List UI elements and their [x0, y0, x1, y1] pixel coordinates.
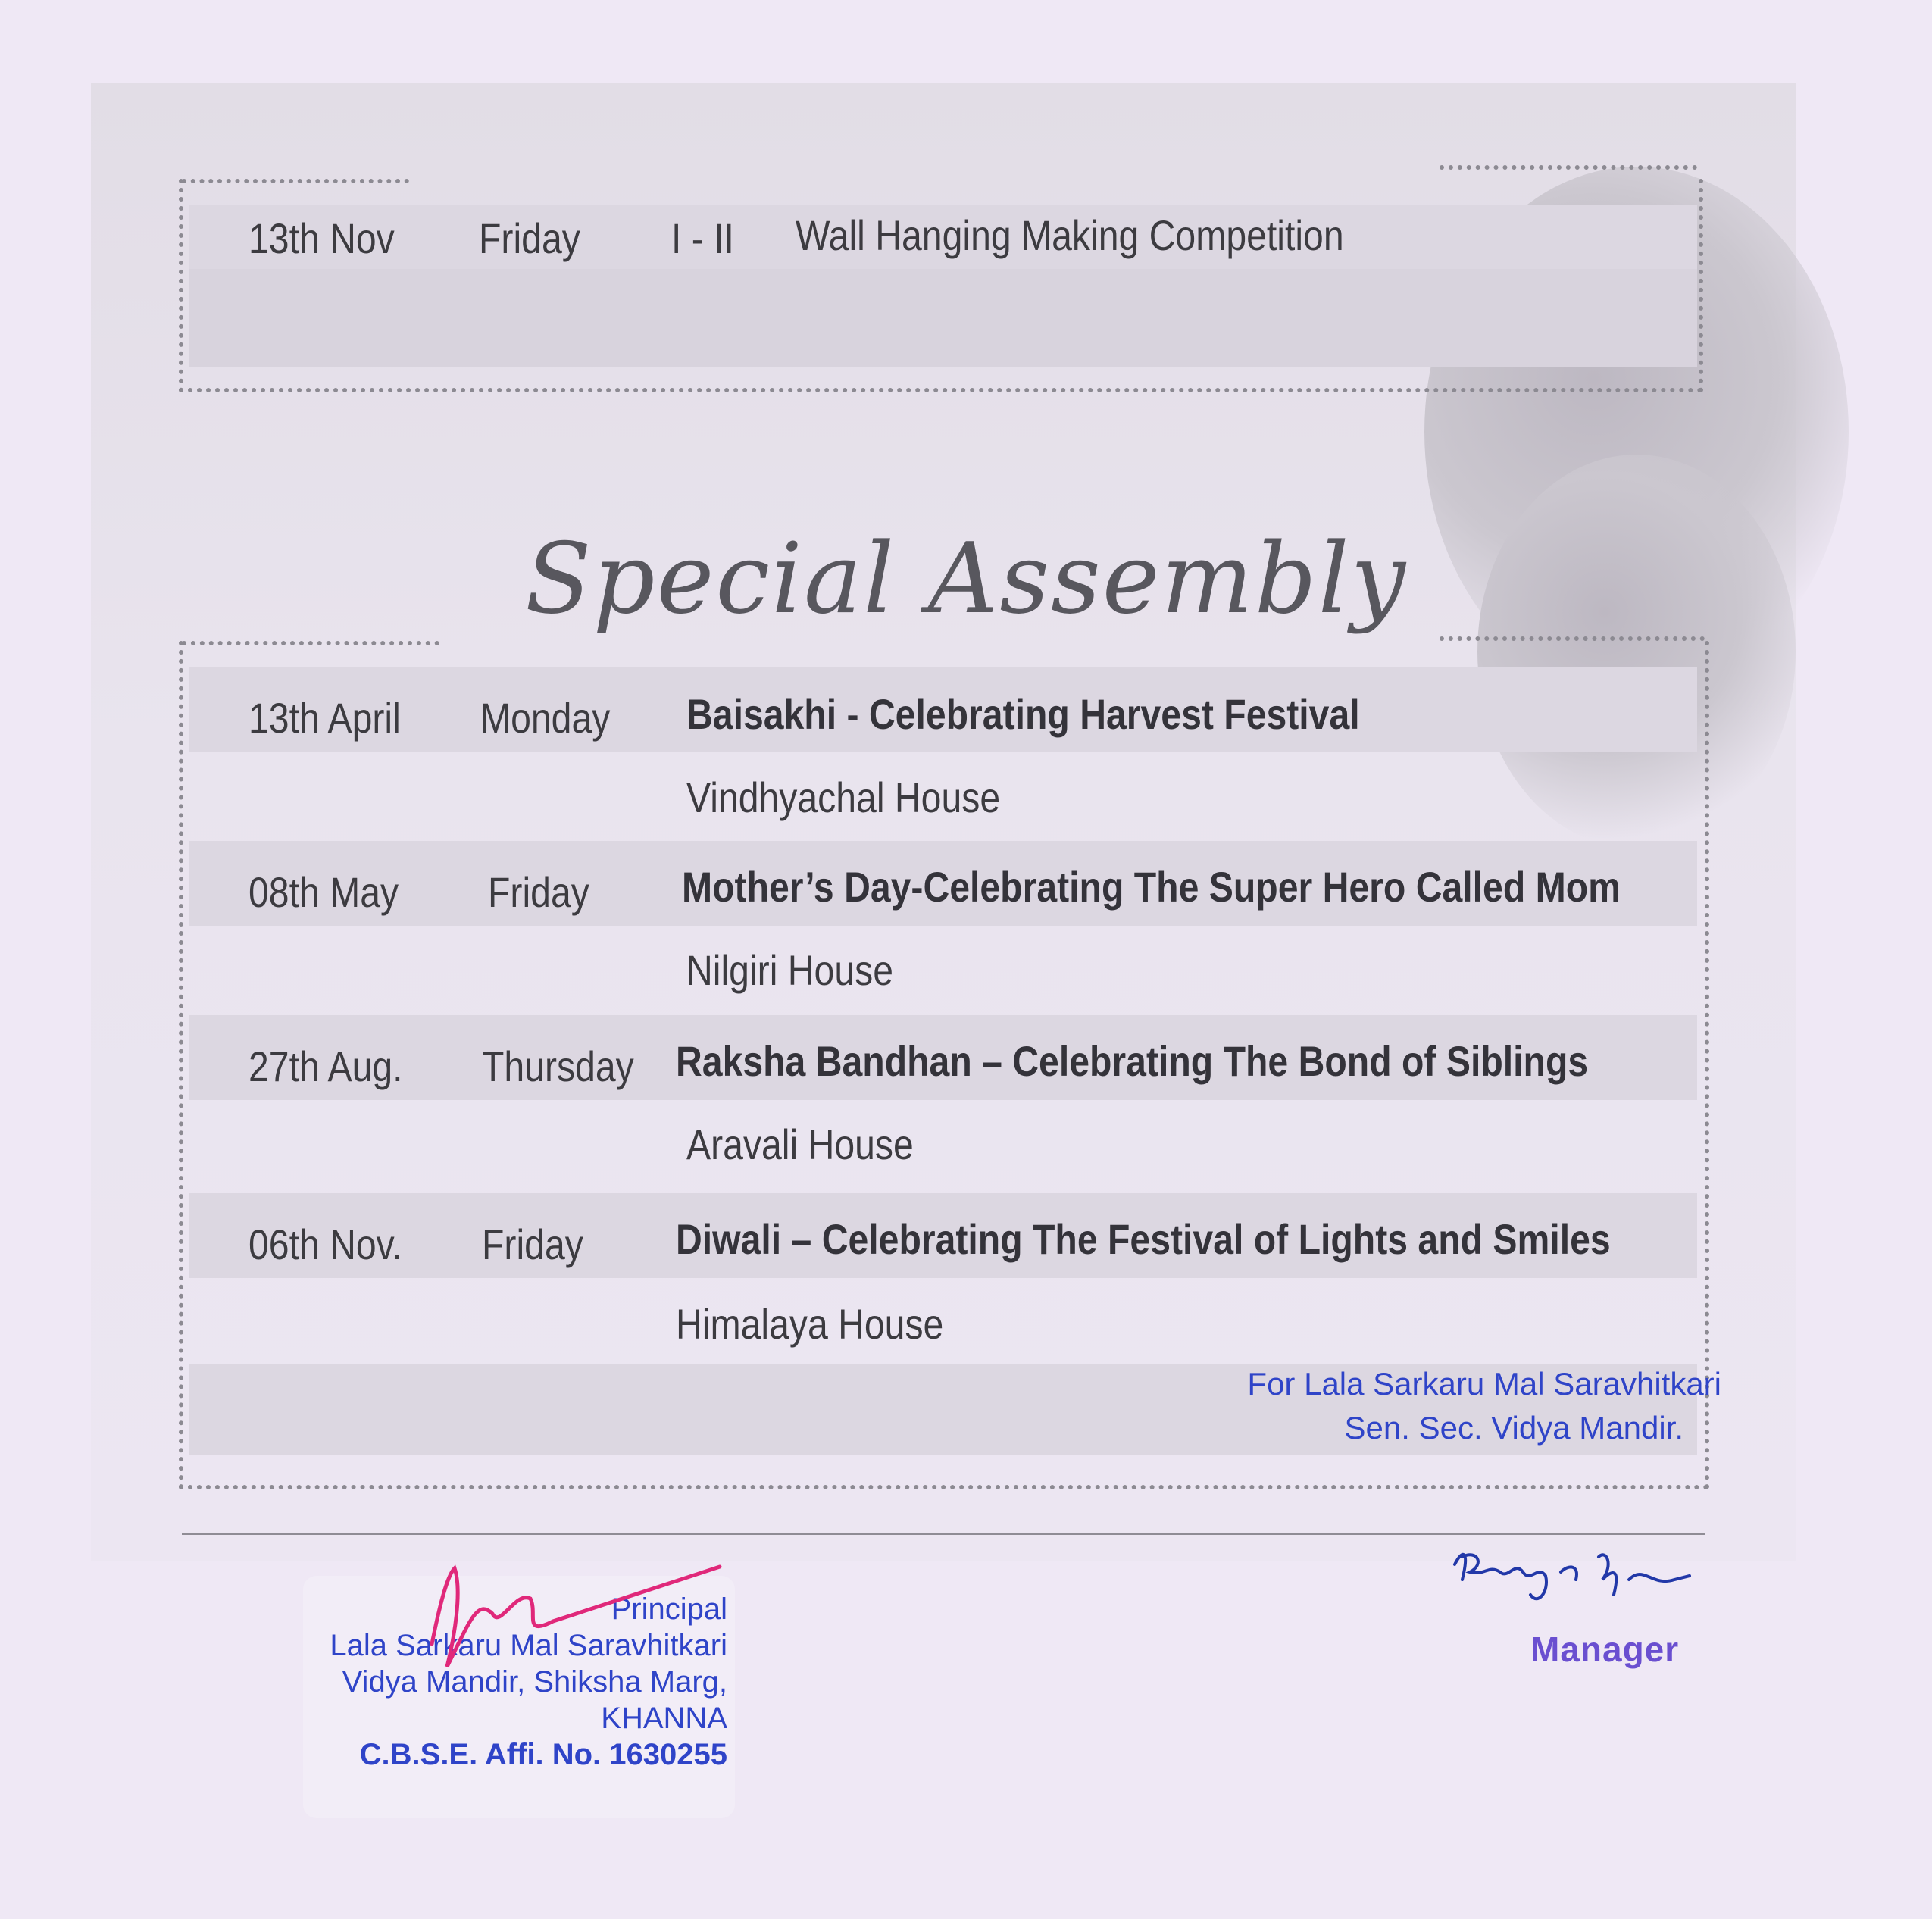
principal-signature: [409, 1546, 742, 1697]
assembly-title: Diwali – Celebrating The Festival of Lights and Smiles: [676, 1215, 1611, 1263]
manager-signature: [1447, 1534, 1705, 1625]
assembly-date: 08th May: [249, 868, 399, 916]
principal-line3: KHANNA: [601, 1702, 727, 1735]
assembly-title: Raksha Bandhan – Celebrating The Bond of Siblings: [676, 1037, 1589, 1085]
assembly-date: 06th Nov.: [249, 1220, 402, 1268]
top-event-classes: I - II: [671, 214, 734, 262]
assembly-day: Thursday: [482, 1042, 634, 1090]
special-assembly-heading: Special Assembly: [524, 523, 1408, 636]
assembly-house: Nilgiri House: [686, 946, 893, 994]
school-stamp-line2: Sen. Sec. Vidya Mandir.: [1344, 1410, 1683, 1446]
manager-role: Manager: [1530, 1630, 1680, 1669]
top-event-day: Friday: [479, 214, 580, 262]
assembly-title: Baisakhi - Celebrating Harvest Festival: [686, 690, 1360, 738]
principal-line1: Lala Sarkaru Mal Saravhitkari: [330, 1629, 727, 1662]
top-event-date: 13th Nov: [249, 214, 395, 262]
assembly-house: Aravali House: [686, 1120, 914, 1168]
assembly-date: 13th April: [249, 694, 401, 742]
school-stamp: [1182, 1362, 1721, 1450]
principal-line2: Vidya Mandir, Shiksha Marg,: [342, 1665, 727, 1699]
assembly-house: Vindhyachal House: [686, 774, 1001, 821]
assembly-house: Himalaya House: [676, 1300, 944, 1348]
assembly-day: Friday: [488, 868, 589, 916]
principal-role: Principal: [611, 1592, 727, 1626]
top-event-title: Wall Hanging Making Competition: [796, 211, 1344, 259]
principal-line4: C.B.S.E. Affi. No. 1630255: [359, 1738, 727, 1771]
assembly-day: Monday: [480, 694, 611, 742]
assembly-date: 27th Aug.: [249, 1042, 403, 1090]
assembly-title: Mother’s Day-Celebrating The Super Hero Called Mom: [682, 863, 1621, 911]
assembly-day: Friday: [482, 1220, 583, 1268]
school-stamp-line1: For Lala Sarkaru Mal Saravhitkari: [1247, 1366, 1721, 1402]
